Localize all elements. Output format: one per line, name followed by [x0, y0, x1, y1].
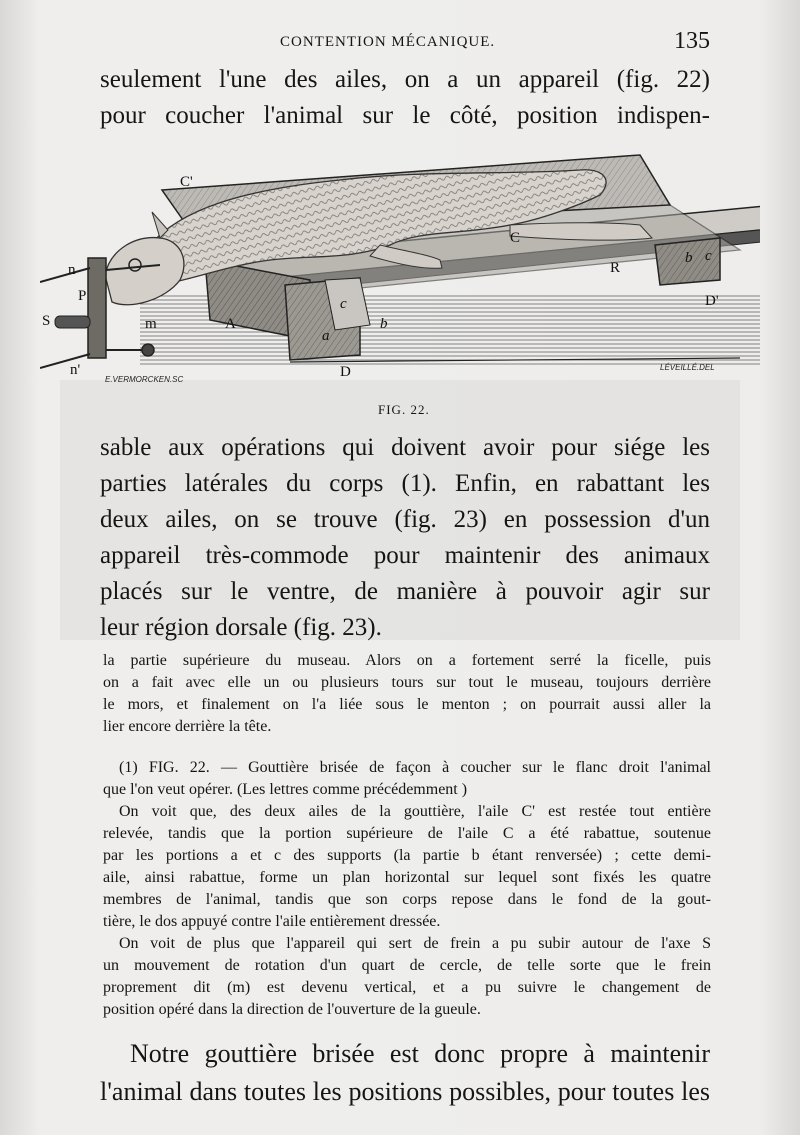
text-line: appareil très-commode pour maintenir des animaux	[100, 542, 710, 569]
label-n: n	[68, 262, 76, 278]
label-d: D	[340, 364, 351, 380]
label-r: R	[610, 260, 621, 276]
rod-n-prime	[40, 354, 90, 368]
page-number: 135	[674, 28, 710, 54]
paragraph-top	[100, 62, 710, 134]
text-line: un mouvement de rotation d'un quart de cercle, de telle sorte que le frein	[103, 957, 711, 974]
text-line: (1) FIG. 22. — Gouttière brisée de façon à coucher sur le flanc droit l'animal	[119, 759, 711, 776]
text-line: deux ailes, on se trouve (fig. 23) en possession d'un	[100, 506, 710, 533]
animal-head	[105, 238, 184, 305]
text-line: on a fait avec elle un ou plusieurs tours sur tout le museau, toujours derrière	[103, 674, 711, 691]
label-d-prime: D'	[705, 293, 719, 309]
muzzle-clamp-frame	[88, 258, 106, 358]
label-c-prime: C'	[180, 174, 193, 190]
text-line: Notre gouttière brisée est donc propre à maintenir	[130, 1039, 710, 1068]
figure-caption: FIG. 22.	[378, 402, 430, 417]
label-b: b	[380, 316, 388, 332]
text-line: le mors, et finalement on l'a liée sous le menton ; on pourrait aussi aller la	[103, 696, 711, 713]
text-line: membres de l'animal, tandis que son corps repose dans le fond de la gout-	[103, 891, 711, 908]
paragraph-middle	[100, 430, 710, 646]
figure-22-engraving	[40, 150, 760, 390]
text-line: pour coucher l'animal sur le côté, position indispen-	[100, 102, 710, 129]
label-c-big: C	[510, 230, 521, 246]
text-line: l'animal dans toutes les positions possibles, pour toutes les	[100, 1077, 710, 1106]
label-c-right: c	[705, 248, 712, 264]
text-line: lier encore derrière la tête.	[103, 718, 272, 735]
text-line: relevée, tandis que la portion supérieure de l'aile C a été rabattue, soutenue	[103, 825, 711, 842]
text-line: seulement l'une des ailes, on a un appareil (fig. 22)	[100, 66, 710, 93]
label-b-right: b	[685, 250, 693, 266]
animal-hindleg	[510, 223, 652, 240]
text-line: leur région dorsale (fig. 23).	[100, 614, 382, 641]
label-m: m	[145, 316, 157, 332]
text-line: par les portions a et c des supports (la partie b étant renversée) ; cette demi-	[103, 847, 711, 864]
text-line: position opéré dans la direction de l'ouverture de la gueule.	[103, 1001, 481, 1018]
text-line: la partie supérieure du museau. Alors on a fortement serré la ficelle, puis	[103, 652, 711, 669]
engraver-signature: E.VERMORCKEN.SC	[105, 375, 184, 384]
gutter-apparatus-illustration	[40, 150, 760, 390]
axis-s	[55, 316, 90, 328]
paragraph-bottom	[100, 1035, 710, 1111]
label-a-lower: a	[322, 328, 330, 344]
label-s: S	[42, 313, 51, 329]
footnote-fig-22	[103, 757, 711, 1021]
text-line: sable aux opérations qui doivent avoir pour siége les	[100, 434, 710, 461]
rod-n	[40, 268, 90, 282]
artist-signature: LÉVEILLÉ.DEL	[660, 363, 715, 372]
label-c-small: c	[340, 296, 347, 312]
label-n-prime: n'	[70, 362, 81, 378]
label-a-upper: A	[225, 316, 236, 332]
running-title: CONTENTION MÉCANIQUE.	[280, 34, 496, 50]
text-line: On voit de plus que l'appareil qui sert de frein a pu subir autour de l'axe S	[119, 935, 711, 952]
text-line: parties latérales du corps (1). Enfin, en rabattant les	[100, 470, 710, 497]
note-continuation	[103, 650, 711, 738]
text-line: tière, le dos appuyé contre l'aile entièrement dressée.	[103, 913, 441, 930]
text-line: placés sur le ventre, de manière à pouvoir agir sur	[100, 578, 710, 605]
label-p: P	[78, 288, 87, 304]
text-line: aile, ainsi rabattue, forme un plan horizontal sur lequel sont fixés les quatre	[103, 869, 711, 886]
running-head	[100, 30, 710, 60]
text-line: proprement dit (m) est devenu vertical, et a pu suivre le changement de	[103, 979, 711, 996]
text-line: On voit que, des deux ailes de la gouttière, l'aile C' est restée tout entière	[119, 803, 711, 820]
text-line: que l'on veut opérer. (Les lettres comme précédemment )	[103, 781, 468, 798]
